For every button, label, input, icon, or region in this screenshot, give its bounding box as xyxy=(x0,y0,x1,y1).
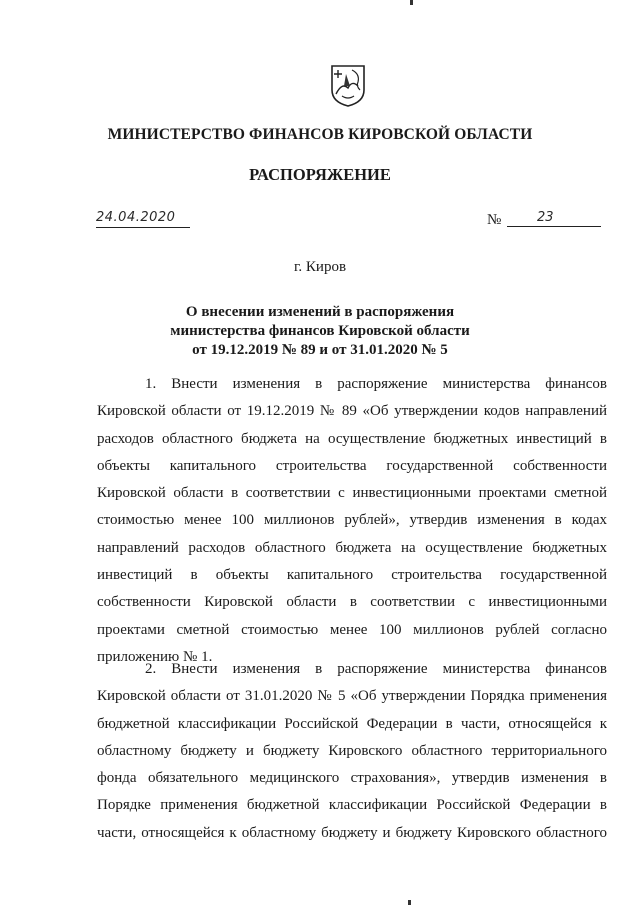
number-label: № xyxy=(487,212,502,228)
paragraph-1 xyxy=(97,371,607,671)
subject-line: министерства финансов Кировской области xyxy=(170,323,470,339)
scan-artifact-top xyxy=(410,0,413,5)
text-line: собственности Кировской области в соответствии с инвестиционными xyxy=(97,594,607,611)
subject-heading xyxy=(120,303,520,360)
ministry-title: МИНИСТЕРСТВО ФИНАНСОВ КИРОВСКОЙ ОБЛАСТИ xyxy=(107,126,533,143)
paragraph-2 xyxy=(97,656,607,847)
text-line: объекты капитального строительства государственной собственности xyxy=(97,457,607,474)
text-line: стоимостью менее 100 миллионов рублей», утвердив изменения в кодах xyxy=(97,512,607,529)
coat-of-arms-icon xyxy=(330,64,366,108)
document-type: РАСПОРЯЖЕНИЕ xyxy=(249,165,391,184)
text-line: областному бюджету и бюджету Кировского областного территориального xyxy=(97,742,607,759)
city: г. Киров xyxy=(293,259,347,275)
text-line: Кировской области от 19.12.2019 № 89 «Об утверждении кодов направлений xyxy=(97,403,607,420)
text-line: части, относящейся к областному бюджету и бюджету Кировского областного xyxy=(97,824,607,841)
text-line: Кировской области в соответствии с инвестиционными проектами сметной xyxy=(97,485,607,502)
text-line: бюджетной классификации Российской Федерации в части, относящейся к xyxy=(97,715,607,732)
text-line: проектами сметной стоимостью менее 100 миллионов рублей согласно xyxy=(97,621,607,638)
handwritten-number: 23 xyxy=(507,210,601,227)
text-line: направлений расходов областного бюджета на осуществление бюджетных xyxy=(97,539,607,556)
text-line: приложению № 1. xyxy=(97,648,213,665)
subject-line: от 19.12.2019 № 89 и от 31.01.2020 № 5 xyxy=(192,342,448,358)
handwritten-date: 24.04.2020 xyxy=(96,210,190,228)
text-line: 2. Внести изменения в распоряжение министерства финансов xyxy=(145,661,607,677)
text-line: Кировской области от 31.01.2020 № 5 «Об утверждении Порядка применения xyxy=(97,688,607,705)
subject-line: О внесении изменений в распоряжения xyxy=(185,304,455,320)
text-line: 1. Внести изменения в распоряжение министерства финансов xyxy=(145,376,607,392)
text-line: фонда обязательного медицинского страхования», утвердив изменения в xyxy=(97,770,607,787)
scan-artifact-bottom xyxy=(408,900,411,905)
text-line: расходов областного бюджета на осуществление бюджетных инвестиций в xyxy=(97,430,607,447)
text-line: инвестиций в объекты капитального строительства государственной xyxy=(97,567,607,584)
text-line: Порядке применения бюджетной классификации Российской Федерации в xyxy=(97,797,607,814)
